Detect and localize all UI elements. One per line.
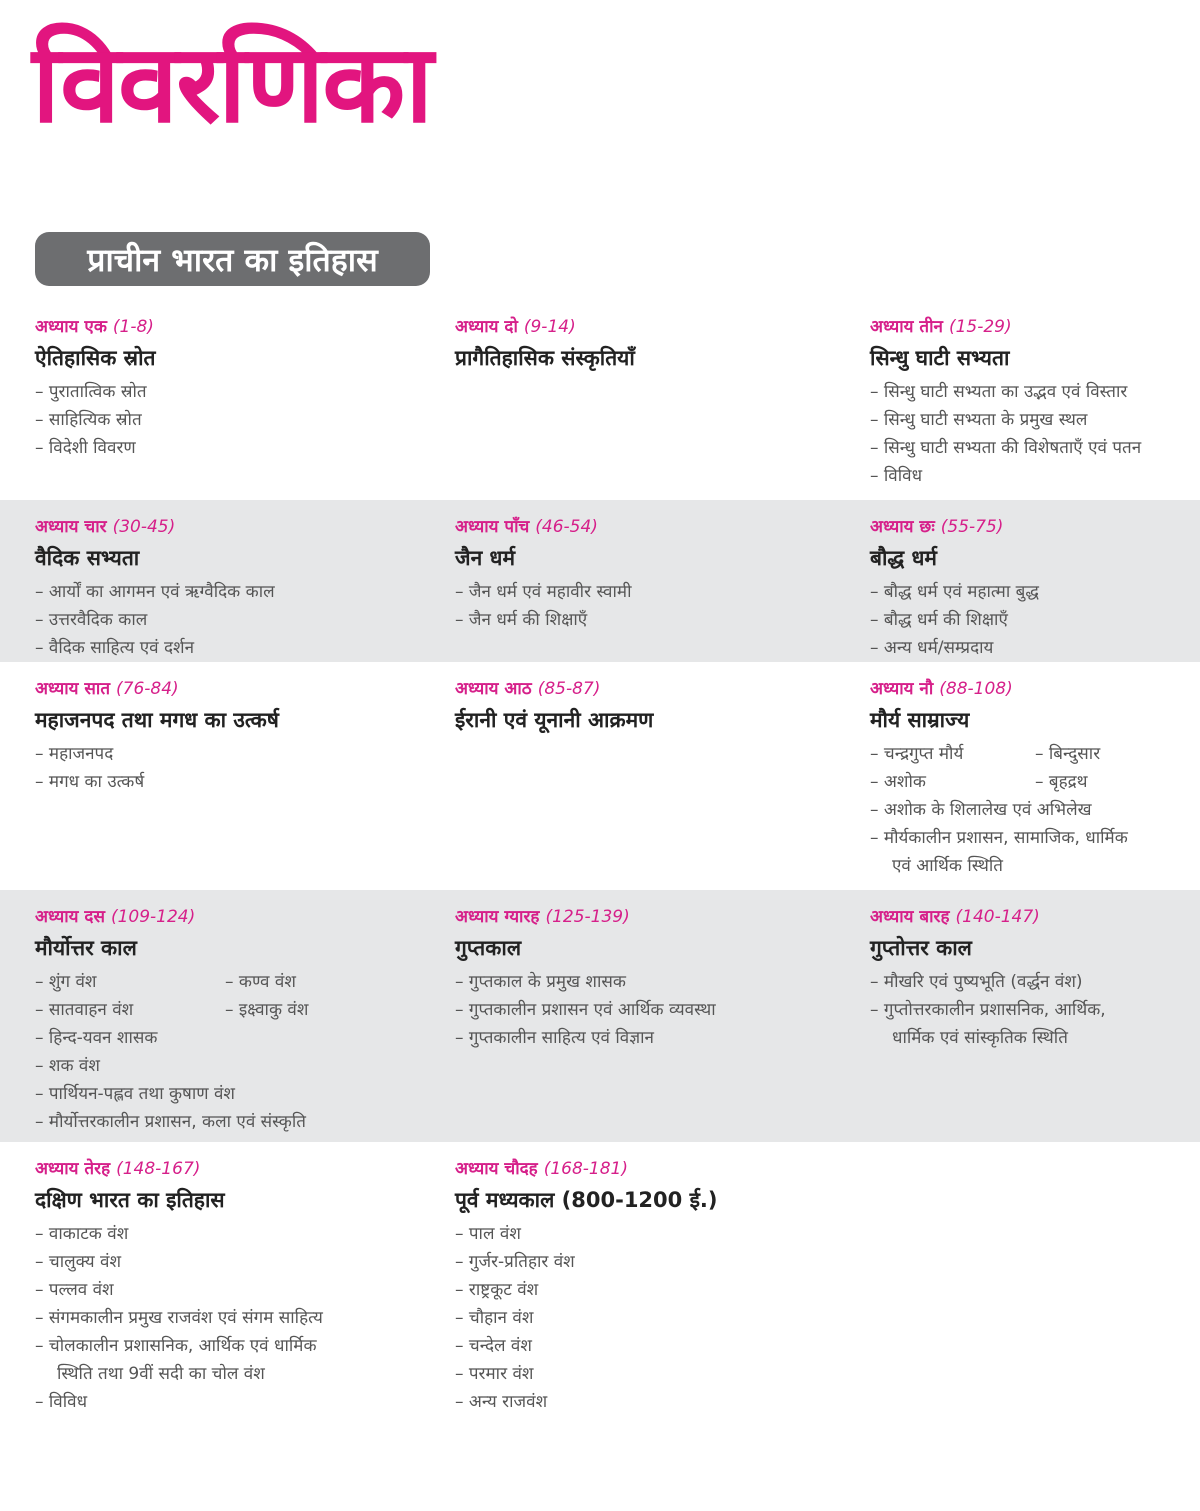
chapter-title: दक्षिण भारत का इतिहास (35, 1188, 225, 1212)
chapter-title: पूर्व मध्यकाल (800-1200 ई.) (455, 1188, 718, 1212)
topic-item: – शुंग वंश (35, 972, 97, 992)
section-heading: प्राचीन भारत का इतिहास (35, 232, 430, 286)
topic-item: – बौद्ध धर्म की शिक्षाएँ (870, 610, 1008, 630)
chapter-pages: (168-181) (543, 1159, 628, 1179)
chapter-entry[interactable] (455, 514, 870, 662)
chapter-pages: (30-45) (112, 517, 176, 537)
chapter-heading (455, 904, 870, 932)
chapter-label: अध्याय तेरह (35, 1159, 111, 1179)
topic-item: – विविध (35, 1392, 88, 1412)
chapter-pages: (85-87) (537, 679, 601, 699)
topic-item: – सातवाहन वंश (35, 1000, 134, 1020)
chapter-heading (35, 676, 455, 704)
topic-item: – वाकाटक वंश (35, 1224, 129, 1244)
topic-item: – अशोक (870, 772, 926, 792)
chapter-entry[interactable] (455, 314, 870, 500)
topic-item: – चन्देल वंश (455, 1336, 532, 1356)
chapter-title: वैदिक सभ्यता (35, 546, 140, 570)
chapter-heading (870, 904, 1200, 932)
chapter-title: महाजनपद तथा मगध का उत्कर्ष (35, 708, 279, 732)
chapter-entry[interactable] (0, 676, 455, 890)
topic-item: – महाजनपद (35, 744, 114, 764)
topic-item: – पुरातात्विक स्रोत (35, 382, 147, 402)
topic-item: – पल्लव वंश (35, 1280, 114, 1300)
chapter-label: अध्याय नौ (870, 679, 934, 699)
chapter-title: ईरानी एवं यूनानी आक्रमण (455, 708, 654, 732)
chapter-row (0, 1142, 1200, 1442)
chapter-pages: (125-139) (545, 907, 630, 927)
topic-item: – गुप्तकाल के प्रमुख शासक (455, 972, 626, 992)
chapter-pages: (1-8) (112, 317, 154, 337)
topic-item: – मौर्यकालीन प्रशासन, सामाजिक, धार्मिक (870, 828, 1128, 848)
topic-item: धार्मिक एवं सांस्कृतिक स्थिति (892, 1028, 1068, 1048)
chapter-title: प्रागैतिहासिक संस्कृतियाँ (455, 346, 635, 370)
chapter-entry[interactable] (870, 904, 1200, 1142)
topic-item: – मौखरि एवं पुष्यभूति (वर्द्धन वंश) (870, 972, 1083, 992)
topic-item: – साहित्यिक स्रोत (35, 410, 142, 430)
chapter-entry[interactable] (455, 1156, 870, 1442)
chapter-row (0, 500, 1200, 662)
topic-item: – मगध का उत्कर्ष (35, 772, 145, 792)
chapter-label: अध्याय तीन (870, 317, 943, 337)
chapter-heading (870, 514, 1200, 542)
topic-item: – शक वंश (35, 1056, 100, 1076)
chapter-heading (35, 314, 455, 342)
chapter-heading (455, 514, 870, 542)
chapter-label: अध्याय दस (35, 907, 105, 927)
chapter-heading (35, 514, 455, 542)
topic-item: – संगमकालीन प्रमुख राजवंश एवं संगम साहित्य (35, 1308, 323, 1328)
chapter-label: अध्याय छः (870, 517, 935, 537)
chapter-heading (455, 1156, 870, 1184)
chapter-pages: (109-124) (110, 907, 196, 927)
chapter-entry[interactable] (0, 314, 455, 500)
chapter-label: अध्याय ग्यारह (455, 907, 540, 927)
topic-item: – अन्य राजवंश (455, 1392, 548, 1412)
topic-item: – गुर्जर-प्रतिहार वंश (455, 1252, 575, 1272)
page-title: विवरणिका (32, 22, 432, 147)
chapter-row (0, 300, 1200, 500)
chapter-title: गुप्तकाल (455, 936, 522, 960)
chapter-title: मौर्योत्तर काल (35, 936, 137, 960)
chapter-entry[interactable] (0, 1156, 455, 1442)
topic-item: स्थिति तथा 9वीं सदी का चोल वंश (57, 1364, 265, 1384)
chapter-heading (35, 1156, 455, 1184)
topic-item: – चन्द्रगुप्त मौर्य (870, 744, 964, 764)
chapter-heading (455, 676, 870, 704)
topic-item: – गुप्तकालीन प्रशासन एवं आर्थिक व्यवस्था (455, 1000, 716, 1020)
topic-item: – गुप्तकालीन साहित्य एवं विज्ञान (455, 1028, 654, 1048)
topic-item: – चोलकालीन प्रशासनिक, आर्थिक एवं धार्मिक (35, 1336, 317, 1356)
topic-item: – जैन धर्म एवं महावीर स्वामी (455, 582, 632, 602)
chapter-label: अध्याय चौदह (455, 1159, 538, 1179)
chapter-label: अध्याय बारह (870, 907, 950, 927)
topic-item: – परमार वंश (455, 1364, 534, 1384)
chapter-entry[interactable] (870, 314, 1200, 500)
topic-item: – राष्ट्रकूट वंश (455, 1280, 539, 1300)
topic-pair (35, 996, 455, 1024)
topic-item: – बृहद्रथ (1035, 772, 1088, 792)
topic-item: – जैन धर्म की शिक्षाएँ (455, 610, 588, 630)
chapter-label: अध्याय दो (455, 317, 518, 337)
chapter-pages: (15-29) (948, 317, 1012, 337)
topic-item: – बौद्ध धर्म एवं महात्मा बुद्ध (870, 582, 1039, 602)
topic-item: – गुप्तोत्तरकालीन प्रशासनिक, आर्थिक, (870, 1000, 1106, 1020)
chapter-heading (455, 314, 870, 342)
topic-item: – बिन्दुसार (1035, 744, 1101, 764)
topic-item: – पार्थियन-पह्लव तथा कुषाण वंश (35, 1084, 235, 1104)
chapter-title: ऐतिहासिक स्रोत (35, 346, 156, 370)
topic-item: – चालुक्य वंश (35, 1252, 121, 1272)
topic-item: – हिन्द-यवन शासक (35, 1028, 158, 1048)
chapter-entry[interactable] (870, 676, 1200, 890)
topic-item: – विदेशी विवरण (35, 438, 136, 458)
topic-item: – सिन्धु घाटी सभ्यता के प्रमुख स्थल (870, 410, 1088, 430)
topic-item: – अशोक के शिलालेख एवं अभिलेख (870, 800, 1092, 820)
topic-item: – मौर्योत्तरकालीन प्रशासन, कला एवं संस्कृति (35, 1112, 306, 1132)
topic-item: एवं आर्थिक स्थिति (892, 856, 1003, 876)
chapter-pages: (76-84) (116, 679, 179, 699)
chapter-label: अध्याय आठ (455, 679, 532, 699)
chapter-entry[interactable] (870, 514, 1200, 662)
chapter-grid (0, 300, 1200, 1442)
topic-item: – उत्तरवैदिक काल (35, 610, 148, 630)
topic-pair (870, 740, 1200, 768)
chapter-label: अध्याय चार (35, 517, 107, 537)
chapter-entry[interactable] (455, 904, 870, 1142)
topic-item: – आर्यों का आगमन एवं ऋग्वैदिक काल (35, 582, 275, 602)
topic-item: – विविध (870, 466, 923, 486)
topic-item: – सिन्धु घाटी सभ्यता की विशेषताएँ एवं पतन (870, 438, 1142, 458)
chapter-heading (35, 904, 455, 932)
topic-pair (870, 768, 1200, 796)
chapter-heading (870, 314, 1200, 342)
chapter-row (0, 662, 1200, 890)
topic-item: – सिन्धु घाटी सभ्यता का उद्भव एवं विस्तार (870, 382, 1128, 402)
chapter-pages: (46-54) (535, 517, 598, 537)
chapter-label: अध्याय सात (35, 679, 111, 699)
chapter-title: गुप्तोत्तर काल (870, 936, 972, 960)
chapter-pages: (148-167) (116, 1159, 201, 1179)
chapter-label: अध्याय पाँच (455, 517, 530, 537)
chapter-pages: (140-147) (955, 907, 1040, 927)
chapter-title: सिन्धु घाटी सभ्यता (870, 346, 1010, 370)
chapter-pages: (9-14) (523, 317, 576, 337)
topic-item: – अन्य धर्म/सम्प्रदाय (870, 638, 994, 658)
chapter-heading (870, 676, 1200, 704)
topic-item: – चौहान वंश (455, 1308, 534, 1328)
chapter-pages: (55-75) (940, 517, 1004, 537)
chapter-entry[interactable] (0, 904, 455, 1142)
topic-pair (35, 968, 455, 996)
chapter-entry[interactable] (455, 676, 870, 890)
chapter-entry[interactable] (0, 514, 455, 662)
topic-item: – इक्ष्वाकु वंश (225, 1000, 309, 1020)
chapter-pages: (88-108) (939, 679, 1013, 699)
chapter-title: मौर्य साम्राज्य (870, 708, 970, 732)
chapter-title: बौद्ध धर्म (870, 546, 937, 570)
chapter-row (0, 890, 1200, 1142)
topic-item: – कण्व वंश (225, 972, 296, 992)
chapter-title: जैन धर्म (455, 546, 516, 570)
topic-item: – वैदिक साहित्य एवं दर्शन (35, 638, 195, 658)
chapter-label: अध्याय एक (35, 317, 107, 337)
topic-item: – पाल वंश (455, 1224, 521, 1244)
